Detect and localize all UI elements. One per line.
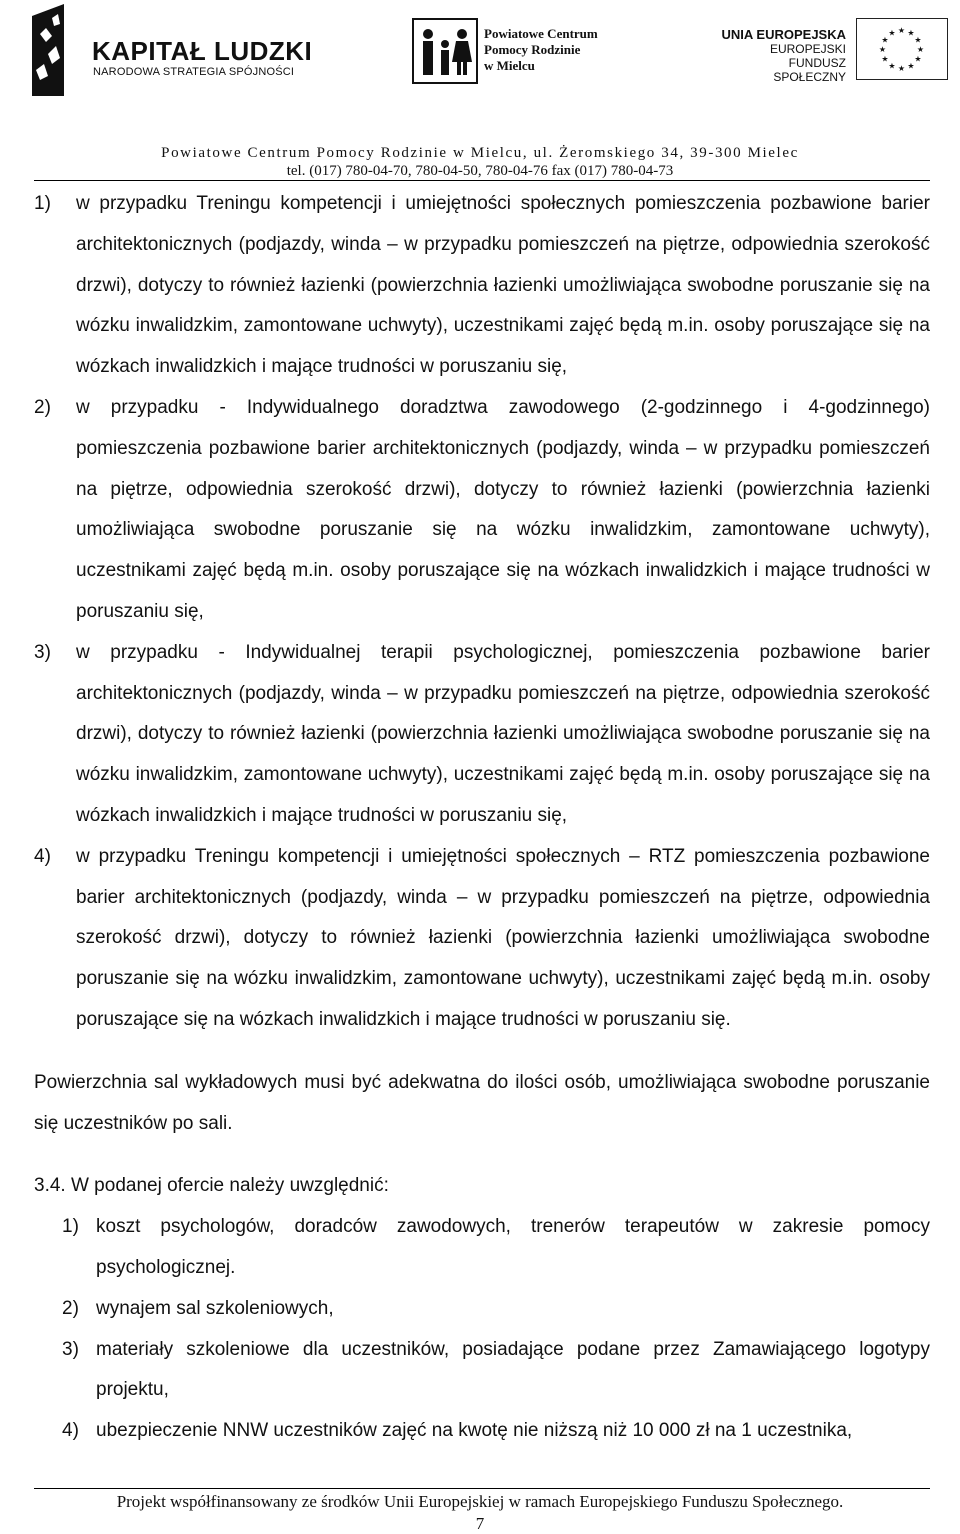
svg-text:★: ★ <box>888 61 896 71</box>
pcpr-name-line1: Powiatowe Centrum <box>484 26 598 41</box>
list-item <box>34 184 930 388</box>
offer-item-number: 3) <box>62 1338 79 1360</box>
offer-item <box>34 1330 930 1412</box>
offer-item <box>34 1207 930 1289</box>
svg-text:★: ★ <box>897 64 906 73</box>
kapital-ludzki-logo <box>26 4 316 96</box>
offer-item-number: 2) <box>62 1297 79 1319</box>
list-item <box>34 837 930 1041</box>
svg-text:★: ★ <box>907 28 915 38</box>
kapital-ludzki-title: KAPITAŁ LUDZKI <box>92 36 313 66</box>
svg-text:★: ★ <box>881 35 889 45</box>
offer-item <box>34 1289 930 1330</box>
list-item-number: 2) <box>34 396 51 418</box>
list-item <box>34 388 930 633</box>
eu-fund-line2: FUNDUSZ SPOŁECZNY <box>773 56 846 84</box>
family-icon <box>412 18 478 84</box>
footer-divider <box>34 1488 930 1489</box>
page-number: 7 <box>475 1514 485 1533</box>
list-item-number: 4) <box>34 845 51 867</box>
list-item-text: w przypadku - Indywidualnego doradztwa zawodowego (2-godzinnego i 4-godzinnego) pomieszczenia pozbawione barier architektonicznych (podjazdy, winda – w przypadku pomieszczeń na piętrze, odpowiednia szerokość drzwi), dotyczy to również łazienki (powierzchnia łazienki umożliwiająca swobodne poruszanie się na wózku inwalidzkim, zamontowane uchwyty), uczestnikami zajęć będą m.in. osoby poruszające się na wózkach inwalidzkich i mające trudności w poruszaniu się, <box>76 396 930 622</box>
list-item-text: w przypadku Treningu kompetencji i umiejętności społecznych – RTZ pomieszczenia pozbawione barier architektonicznych (podjazdy, winda – w przypadku pomieszczeń na piętrze, odpowiednia szerokość drzwi), dotyczy to również łazienki (powierzchnia łazienki umożliwiająca swobodne poruszanie się na wózku inwalidzkim, zamontowane uchwyty), uczestnikami zajęć będą m.in. osoby poruszające się na wózkach inwalidzkich i mające trudności w poruszaniu się. <box>76 845 930 1030</box>
eu-fund-line1: EUROPEJSKI <box>769 42 846 56</box>
list-item-text: w przypadku Treningu kompetencji i umiejętności społecznych pomieszczenia pozbawione barier architektonicznych (podjazdy, winda – w przypadku pomieszczeń na piętrze, odpowiednia szerokość drzwi), dotyczy to również łazienki (powierzchnia łazienki umożliwiająca swobodne poruszanie się na wózku inwalidzkim, zamontowane uchwyty), uczestnikami zajęć będą m.in. osoby poruszające się na wózkach inwalidzkich i mające trudności w poruszaniu się, <box>76 193 930 378</box>
svg-text:★: ★ <box>897 26 906 35</box>
kapital-ludzki-subtitle: NARODOWA STRATEGIA SPÓJNOŚCI <box>93 66 295 78</box>
list-item <box>34 633 930 837</box>
offer-item-number: 1) <box>62 1216 79 1238</box>
eu-logo <box>718 18 948 88</box>
header-divider <box>34 180 930 181</box>
offer-item <box>34 1411 930 1452</box>
svg-text:★: ★ <box>914 54 922 64</box>
pcpr-name-line3: w Mielcu <box>484 58 535 73</box>
svg-text:★: ★ <box>907 61 915 71</box>
address-line: Powiatowe Centrum Pomocy Rodzinie w Mielcu, ul. Żeromskiego 34, 39-300 Mielec <box>161 145 799 161</box>
svg-text:★: ★ <box>916 45 925 54</box>
svg-text:★: ★ <box>888 28 896 38</box>
eu-name: UNIA EUROPEJSKA <box>721 27 846 42</box>
address-block <box>0 144 960 180</box>
svg-text:★: ★ <box>881 54 889 64</box>
list-item-number: 1) <box>34 193 51 214</box>
kapital-ludzki-emblem-icon <box>26 4 86 96</box>
list-item-number: 3) <box>34 641 51 663</box>
pcpr-name-line2: Pomocy Rodzinie <box>484 42 581 57</box>
document-body <box>34 184 930 1452</box>
room-size-paragraph: Powierzchnia sal wykładowych musi być adekwatna do ilości osób, umożliwiająca swobodne poruszanie się uczestników po sali. <box>34 1071 930 1134</box>
offer-item-text: ubezpieczenie NNW uczestników zajęć na kwotę nie niższą niż 10 000 zł na 1 uczestnika, <box>96 1420 853 1442</box>
phone-line: tel. (017) 780-04-70, 780-04-50, 780-04-76 fax (017) 780-04-73 <box>286 163 674 179</box>
svg-text:★: ★ <box>914 35 922 45</box>
offer-item-text: wynajem sal szkoleniowych, <box>96 1297 334 1319</box>
pcpr-logo <box>412 18 632 86</box>
section-heading: 3.4. W podanej ofercie należy uwzględnić: <box>34 1175 389 1197</box>
offer-item-text: materiały szkoleniowe dla uczestników, posiadające podane przez Zamawiającego logotypy projektu, <box>96 1338 930 1401</box>
svg-text:★: ★ <box>878 45 887 54</box>
offer-item-text: koszt psychologów, doradców zawodowych, trenerów terapeutów w zakresie pomocy psychologicznej. <box>96 1216 930 1278</box>
footer-text: Projekt współfinansowany ze środków Unii Europejskiej w ramach Europejskiego Funduszu Społecznego. <box>116 1492 844 1511</box>
page-header <box>0 0 960 100</box>
offer-item-number: 4) <box>62 1420 79 1442</box>
list-item-text: w przypadku - Indywidualnej terapii psychologicznej, pomieszczenia pozbawione barier architektonicznych (podjazdy, winda – w przypadku pomieszczeń na piętrze, odpowiednia szerokość drzwi), dotyczy to również łazienki (powierzchnia łazienki umożliwiająca swobodne poruszanie się na wózku inwalidzkim, zamontowane uchwyty), uczestnikami zajęć będą m.in. osoby poruszające się na wózkach inwalidzkich i mające trudności w poruszaniu się, <box>76 641 930 826</box>
eu-flag-icon <box>856 18 948 80</box>
